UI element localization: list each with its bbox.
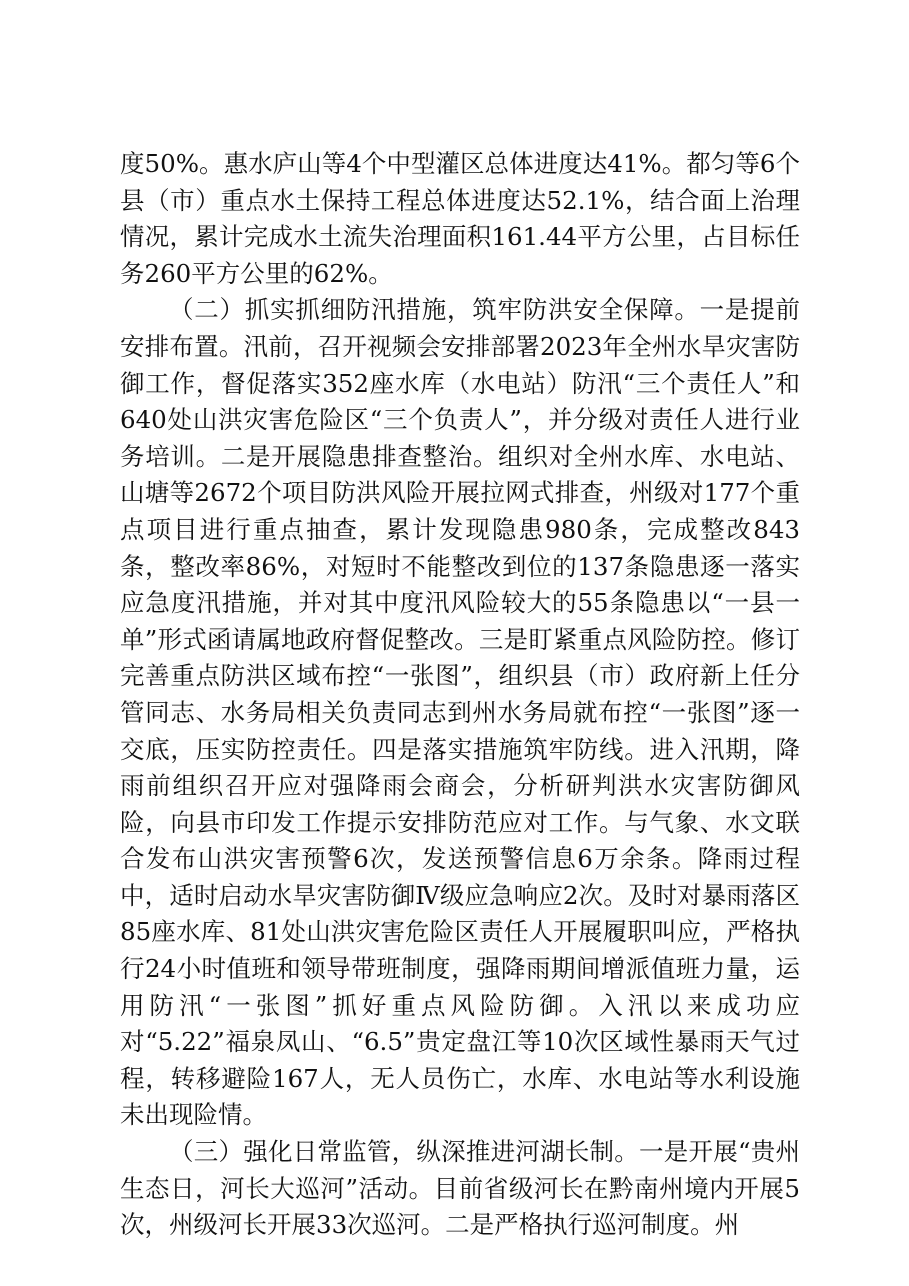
paragraph-river-lake-chief-system: （三）强化日常监管，纵深推进河湖长制。一是开展“贵州生态日，河长大巡河”活动。目前省级河长在黔南州境内开展5次，州级河长开展33次巡河。二是严格执行巡河制度。州 [120, 1137, 800, 1240]
paragraph-water-conservation-progress: 度50%。惠水庐山等4个中型灌区总体进度达41%。都匀等6个县（市）重点水土保持工程总体进度达52.1%，结合面上治理情况，累计完成水土流失治理面积161.44平方公里，占目标任务260平方公里的62%。 [120, 149, 800, 288]
paragraph-flood-control-measures: （二）抓实抓细防汛措施，筑牢防洪安全保障。一是提前安排布置。汛前，召开视频会安排部署2023年全州水旱灾害防御工作，督促落实352座水库（水电站）防汛“三个责任人”和640处山洪灾害危险区“三个负责人”，并分级对责任人进行业务培训。二是开展隐患排查整治。组织对全州水库、水电站、山塘等2672个项目防洪风险开展拉网式排查，州级对177个重点项目进行重点抽查，累计发现隐患980条，完成整改843条，整改率86%，对短时不能整改到位的137条隐患逐一落实应急度汛措施，并对其中度汛风险较大的55条隐患以“一县一单”形式函请属地政府督促整改。三是盯紧重点风险防控。修订完善重点防洪区域布控“一张图”，组织县（市）政府新上任分管同志、水务局相关负责同志到州水务局就布控“一张图”逐一交底，压实防控责任。四是落实措施筑牢防线。进入汛期，降雨前组织召开应对强降雨会商会，分析研判洪水灾害防御风险，向县市印发工作提示安排防范应对工作。与气象、水文联合发布山洪灾害预警6次，发送预警信息6万余条。降雨过程中，适时启动水旱灾害防御Ⅳ级应急响应2次。及时对暴雨落区85座水库、81处山洪灾害危险区责任人开展履职叫应，严格执行24小时值班和领导带班制度，强降雨期间增派值班力量，运用防汛“一张图”抓好重点风险防御。入汛以来成功应对“5.22”福泉凤山、“6.5”贵定盘江等10次区域性暴雨天气过程，转移避险167人，无人员伤亡，水库、水电站等水利设施未出现险情。 [120, 295, 800, 1130]
document-body [120, 146, 800, 1244]
